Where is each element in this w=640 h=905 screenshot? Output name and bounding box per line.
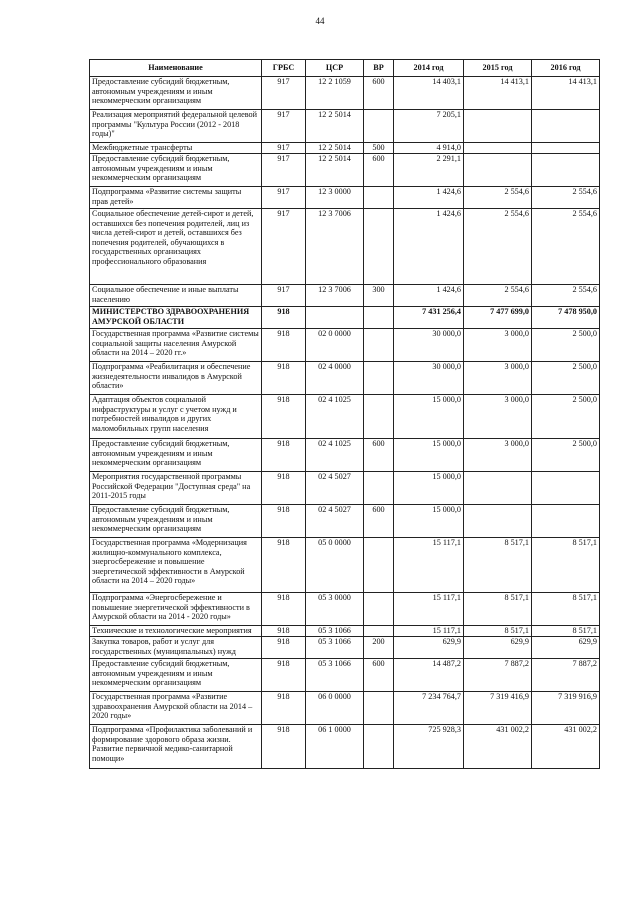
row-value-2015: 8 517,1 xyxy=(464,626,532,637)
row-name: Предоставление субсидий бюджетным, автономным учреждениям и иным некоммерческим организациям xyxy=(90,505,262,538)
header-row xyxy=(90,60,600,77)
row-value-2016: 629,9 xyxy=(532,637,600,659)
table-row xyxy=(90,439,600,472)
row-csr: 12 2 5014 xyxy=(306,110,364,143)
row-csr xyxy=(306,307,364,329)
row-value-2014: 30 000,0 xyxy=(394,329,464,362)
row-grbs: 918 xyxy=(262,362,306,395)
row-vr: 500 xyxy=(364,143,394,154)
row-value-2014: 7 205,1 xyxy=(394,110,464,143)
row-value-2015: 7 887,2 xyxy=(464,659,532,692)
row-vr xyxy=(364,209,394,285)
row-value-2015 xyxy=(464,472,532,505)
row-csr: 06 0 0000 xyxy=(306,692,364,725)
row-vr xyxy=(364,395,394,439)
header-2016: 2016 год xyxy=(532,60,600,77)
row-value-2015: 3 000,0 xyxy=(464,329,532,362)
row-value-2016 xyxy=(532,154,600,187)
budget-table xyxy=(89,59,600,769)
row-grbs: 918 xyxy=(262,439,306,472)
row-csr: 02 0 0000 xyxy=(306,329,364,362)
table-row xyxy=(90,285,600,307)
row-value-2016 xyxy=(532,110,600,143)
row-value-2016: 7 478 950,0 xyxy=(532,307,600,329)
row-vr xyxy=(364,187,394,209)
row-vr xyxy=(364,472,394,505)
row-csr: 05 3 1066 xyxy=(306,637,364,659)
row-value-2015 xyxy=(464,110,532,143)
row-value-2015: 2 554,6 xyxy=(464,285,532,307)
row-value-2014: 4 914,0 xyxy=(394,143,464,154)
row-vr: 600 xyxy=(364,659,394,692)
header-grbs: ГРБС xyxy=(262,60,306,77)
row-name: Подпрограмма «Реабилитация и обеспечение жизнедеятельности инвалидов в Амурской области» xyxy=(90,362,262,395)
row-csr: 06 1 0000 xyxy=(306,725,364,769)
row-value-2014: 15 117,1 xyxy=(394,626,464,637)
row-value-2016: 7 319 916,9 xyxy=(532,692,600,725)
row-grbs: 917 xyxy=(262,285,306,307)
row-name: Государственная программа «Развитие здравоохранения Амурской области на 2014 – 2020 годы» xyxy=(90,692,262,725)
header-name: Наименование xyxy=(90,60,262,77)
row-name: Государственная программа «Развитие системы социальной защиты населения Амурской области на 2014 – 2020 гг.» xyxy=(90,329,262,362)
row-name: Адаптация объектов социальной инфраструктуры и услуг с учетом нужд и потребностей инвалидов и других маломобильных групп населения xyxy=(90,395,262,439)
row-value-2016: 2 500,0 xyxy=(532,362,600,395)
table-row xyxy=(90,143,600,154)
header-2014: 2014 год xyxy=(394,60,464,77)
row-grbs: 918 xyxy=(262,725,306,769)
row-grbs: 917 xyxy=(262,209,306,285)
row-value-2015: 3 000,0 xyxy=(464,362,532,395)
table-row xyxy=(90,154,600,187)
row-value-2015: 2 554,6 xyxy=(464,209,532,285)
row-value-2016: 8 517,1 xyxy=(532,626,600,637)
row-vr xyxy=(364,110,394,143)
row-grbs: 918 xyxy=(262,692,306,725)
row-vr: 600 xyxy=(364,505,394,538)
row-value-2015: 7 319 416,9 xyxy=(464,692,532,725)
row-name: Предоставление субсидий бюджетным, автономным учреждениям и иным некоммерческим организациям xyxy=(90,439,262,472)
row-name: Подпрограмма «Энергосбережение и повышение энергетической эффективности в Амурской области на 2014 - 2020 годы» xyxy=(90,593,262,626)
row-grbs: 917 xyxy=(262,110,306,143)
row-value-2016: 431 002,2 xyxy=(532,725,600,769)
table-row xyxy=(90,77,600,110)
row-name: Закупка товаров, работ и услуг для государственных (муниципальных) нужд xyxy=(90,637,262,659)
row-csr: 05 3 1066 xyxy=(306,659,364,692)
row-grbs: 918 xyxy=(262,593,306,626)
row-value-2015 xyxy=(464,154,532,187)
row-name: Предоставление субсидий бюджетным, автономным учреждениям и иным некоммерческим организациям xyxy=(90,659,262,692)
row-value-2016 xyxy=(532,505,600,538)
row-csr: 12 3 7006 xyxy=(306,285,364,307)
row-csr: 02 4 0000 xyxy=(306,362,364,395)
row-value-2014: 725 928,3 xyxy=(394,725,464,769)
row-value-2016: 14 413,1 xyxy=(532,77,600,110)
table-row xyxy=(90,659,600,692)
row-value-2015: 2 554,6 xyxy=(464,187,532,209)
row-csr: 05 3 1066 xyxy=(306,626,364,637)
row-csr: 12 3 0000 xyxy=(306,187,364,209)
row-name: Предоставление субсидий бюджетным, автономным учреждениям и иным некоммерческим организациям xyxy=(90,154,262,187)
row-vr: 200 xyxy=(364,637,394,659)
row-value-2014: 15 000,0 xyxy=(394,505,464,538)
row-name: Социальное обеспечение и иные выплаты населению xyxy=(90,285,262,307)
table-row xyxy=(90,329,600,362)
table-row xyxy=(90,472,600,505)
row-vr: 600 xyxy=(364,154,394,187)
row-value-2015: 431 002,2 xyxy=(464,725,532,769)
header-2015: 2015 год xyxy=(464,60,532,77)
table-row xyxy=(90,187,600,209)
row-value-2015: 629,9 xyxy=(464,637,532,659)
row-value-2014: 1 424,6 xyxy=(394,209,464,285)
row-name: Государственная программа «Модернизация жилищно-коммунального комплекса, энергосбережение и повышение энергетической эффективности в Амурской области на 2014 – 2020 годы» xyxy=(90,538,262,593)
row-value-2016: 2 500,0 xyxy=(532,439,600,472)
row-value-2015: 8 517,1 xyxy=(464,538,532,593)
table-row xyxy=(90,725,600,769)
row-value-2014: 7 234 764,7 xyxy=(394,692,464,725)
row-grbs: 918 xyxy=(262,505,306,538)
row-value-2016: 2 554,6 xyxy=(532,187,600,209)
row-value-2014: 15 000,0 xyxy=(394,395,464,439)
table-row xyxy=(90,626,600,637)
row-name: Подпрограмма «Развитие системы защиты прав детей» xyxy=(90,187,262,209)
row-value-2014: 1 424,6 xyxy=(394,285,464,307)
table-row xyxy=(90,307,600,329)
row-value-2014: 14 487,2 xyxy=(394,659,464,692)
row-grbs: 918 xyxy=(262,472,306,505)
row-grbs: 918 xyxy=(262,538,306,593)
row-name: МИНИСТЕРСТВО ЗДРАВООХРАНЕНИЯ АМУРСКОЙ ОБЛАСТИ xyxy=(90,307,262,329)
row-name: Технические и технологические мероприятия xyxy=(90,626,262,637)
row-name: Реализация мероприятий федеральной целевой программы "Культура России (2012 - 2018 годы)" xyxy=(90,110,262,143)
row-name: Подпрограмма «Профилактика заболеваний и формирование здорового образа жизни. Развитие первичной медико-санитарной помощи» xyxy=(90,725,262,769)
row-value-2015: 14 413,1 xyxy=(464,77,532,110)
row-csr: 05 0 0000 xyxy=(306,538,364,593)
row-grbs: 917 xyxy=(262,143,306,154)
table-row xyxy=(90,362,600,395)
row-value-2014: 15 117,1 xyxy=(394,593,464,626)
row-csr: 12 2 5014 xyxy=(306,154,364,187)
row-vr xyxy=(364,307,394,329)
row-value-2014: 7 431 256,4 xyxy=(394,307,464,329)
row-value-2014: 14 403,1 xyxy=(394,77,464,110)
row-value-2015 xyxy=(464,143,532,154)
row-name: Социальное обеспечение детей-сирот и детей, оставшихся без попечения родителей, лиц из числа детей-сирот и детей, оставшихся без попечения родителей, обучающихся в государственных организациях профессионального образования xyxy=(90,209,262,285)
row-value-2016: 8 517,1 xyxy=(532,538,600,593)
row-value-2014: 15 000,0 xyxy=(394,439,464,472)
row-value-2014: 2 291,1 xyxy=(394,154,464,187)
row-grbs: 918 xyxy=(262,307,306,329)
row-grbs: 917 xyxy=(262,154,306,187)
row-csr: 12 2 1059 xyxy=(306,77,364,110)
table-row xyxy=(90,110,600,143)
table-row xyxy=(90,395,600,439)
row-value-2014: 1 424,6 xyxy=(394,187,464,209)
row-vr xyxy=(364,692,394,725)
table-row xyxy=(90,209,600,285)
row-name: Предоставление субсидий бюджетным, автономным учреждениям и иным некоммерческим организациям xyxy=(90,77,262,110)
row-name: Межбюджетные трансферты xyxy=(90,143,262,154)
row-grbs: 918 xyxy=(262,626,306,637)
table-row xyxy=(90,692,600,725)
row-csr: 02 4 5027 xyxy=(306,505,364,538)
row-csr: 02 4 1025 xyxy=(306,439,364,472)
row-grbs: 918 xyxy=(262,395,306,439)
table-row xyxy=(90,538,600,593)
row-csr: 02 4 5027 xyxy=(306,472,364,505)
row-value-2016: 2 554,6 xyxy=(532,285,600,307)
row-value-2016: 8 517,1 xyxy=(532,593,600,626)
row-grbs: 918 xyxy=(262,637,306,659)
row-csr: 12 3 7006 xyxy=(306,209,364,285)
row-grbs: 917 xyxy=(262,77,306,110)
row-value-2015: 7 477 699,0 xyxy=(464,307,532,329)
row-vr xyxy=(364,329,394,362)
row-vr xyxy=(364,593,394,626)
table-row xyxy=(90,637,600,659)
row-value-2016: 2 500,0 xyxy=(532,329,600,362)
table-body xyxy=(90,77,600,769)
row-value-2016 xyxy=(532,143,600,154)
row-vr: 600 xyxy=(364,77,394,110)
row-vr xyxy=(364,538,394,593)
row-grbs: 918 xyxy=(262,329,306,362)
row-name: Мероприятия государственной программы Российской Федерации "Доступная среда" на 2011-2015 годы xyxy=(90,472,262,505)
row-csr: 02 4 1025 xyxy=(306,395,364,439)
row-csr: 05 3 0000 xyxy=(306,593,364,626)
page-number: 44 xyxy=(315,16,325,26)
row-value-2016: 2 500,0 xyxy=(532,395,600,439)
row-value-2014: 15 000,0 xyxy=(394,472,464,505)
row-vr xyxy=(364,626,394,637)
row-vr xyxy=(364,362,394,395)
header-vr: ВР xyxy=(364,60,394,77)
row-value-2016: 7 887,2 xyxy=(532,659,600,692)
row-value-2014: 30 000,0 xyxy=(394,362,464,395)
row-value-2015 xyxy=(464,505,532,538)
row-value-2015: 8 517,1 xyxy=(464,593,532,626)
row-vr: 300 xyxy=(364,285,394,307)
row-vr xyxy=(364,725,394,769)
row-value-2014: 629,9 xyxy=(394,637,464,659)
row-value-2016 xyxy=(532,472,600,505)
row-value-2016: 2 554,6 xyxy=(532,209,600,285)
header-csr: ЦСР xyxy=(306,60,364,77)
row-grbs: 917 xyxy=(262,187,306,209)
table-row xyxy=(90,593,600,626)
row-value-2014: 15 117,1 xyxy=(394,538,464,593)
row-csr: 12 2 5014 xyxy=(306,143,364,154)
row-vr: 600 xyxy=(364,439,394,472)
row-value-2015: 3 000,0 xyxy=(464,439,532,472)
row-grbs: 918 xyxy=(262,659,306,692)
row-value-2015: 3 000,0 xyxy=(464,395,532,439)
table-row xyxy=(90,505,600,538)
